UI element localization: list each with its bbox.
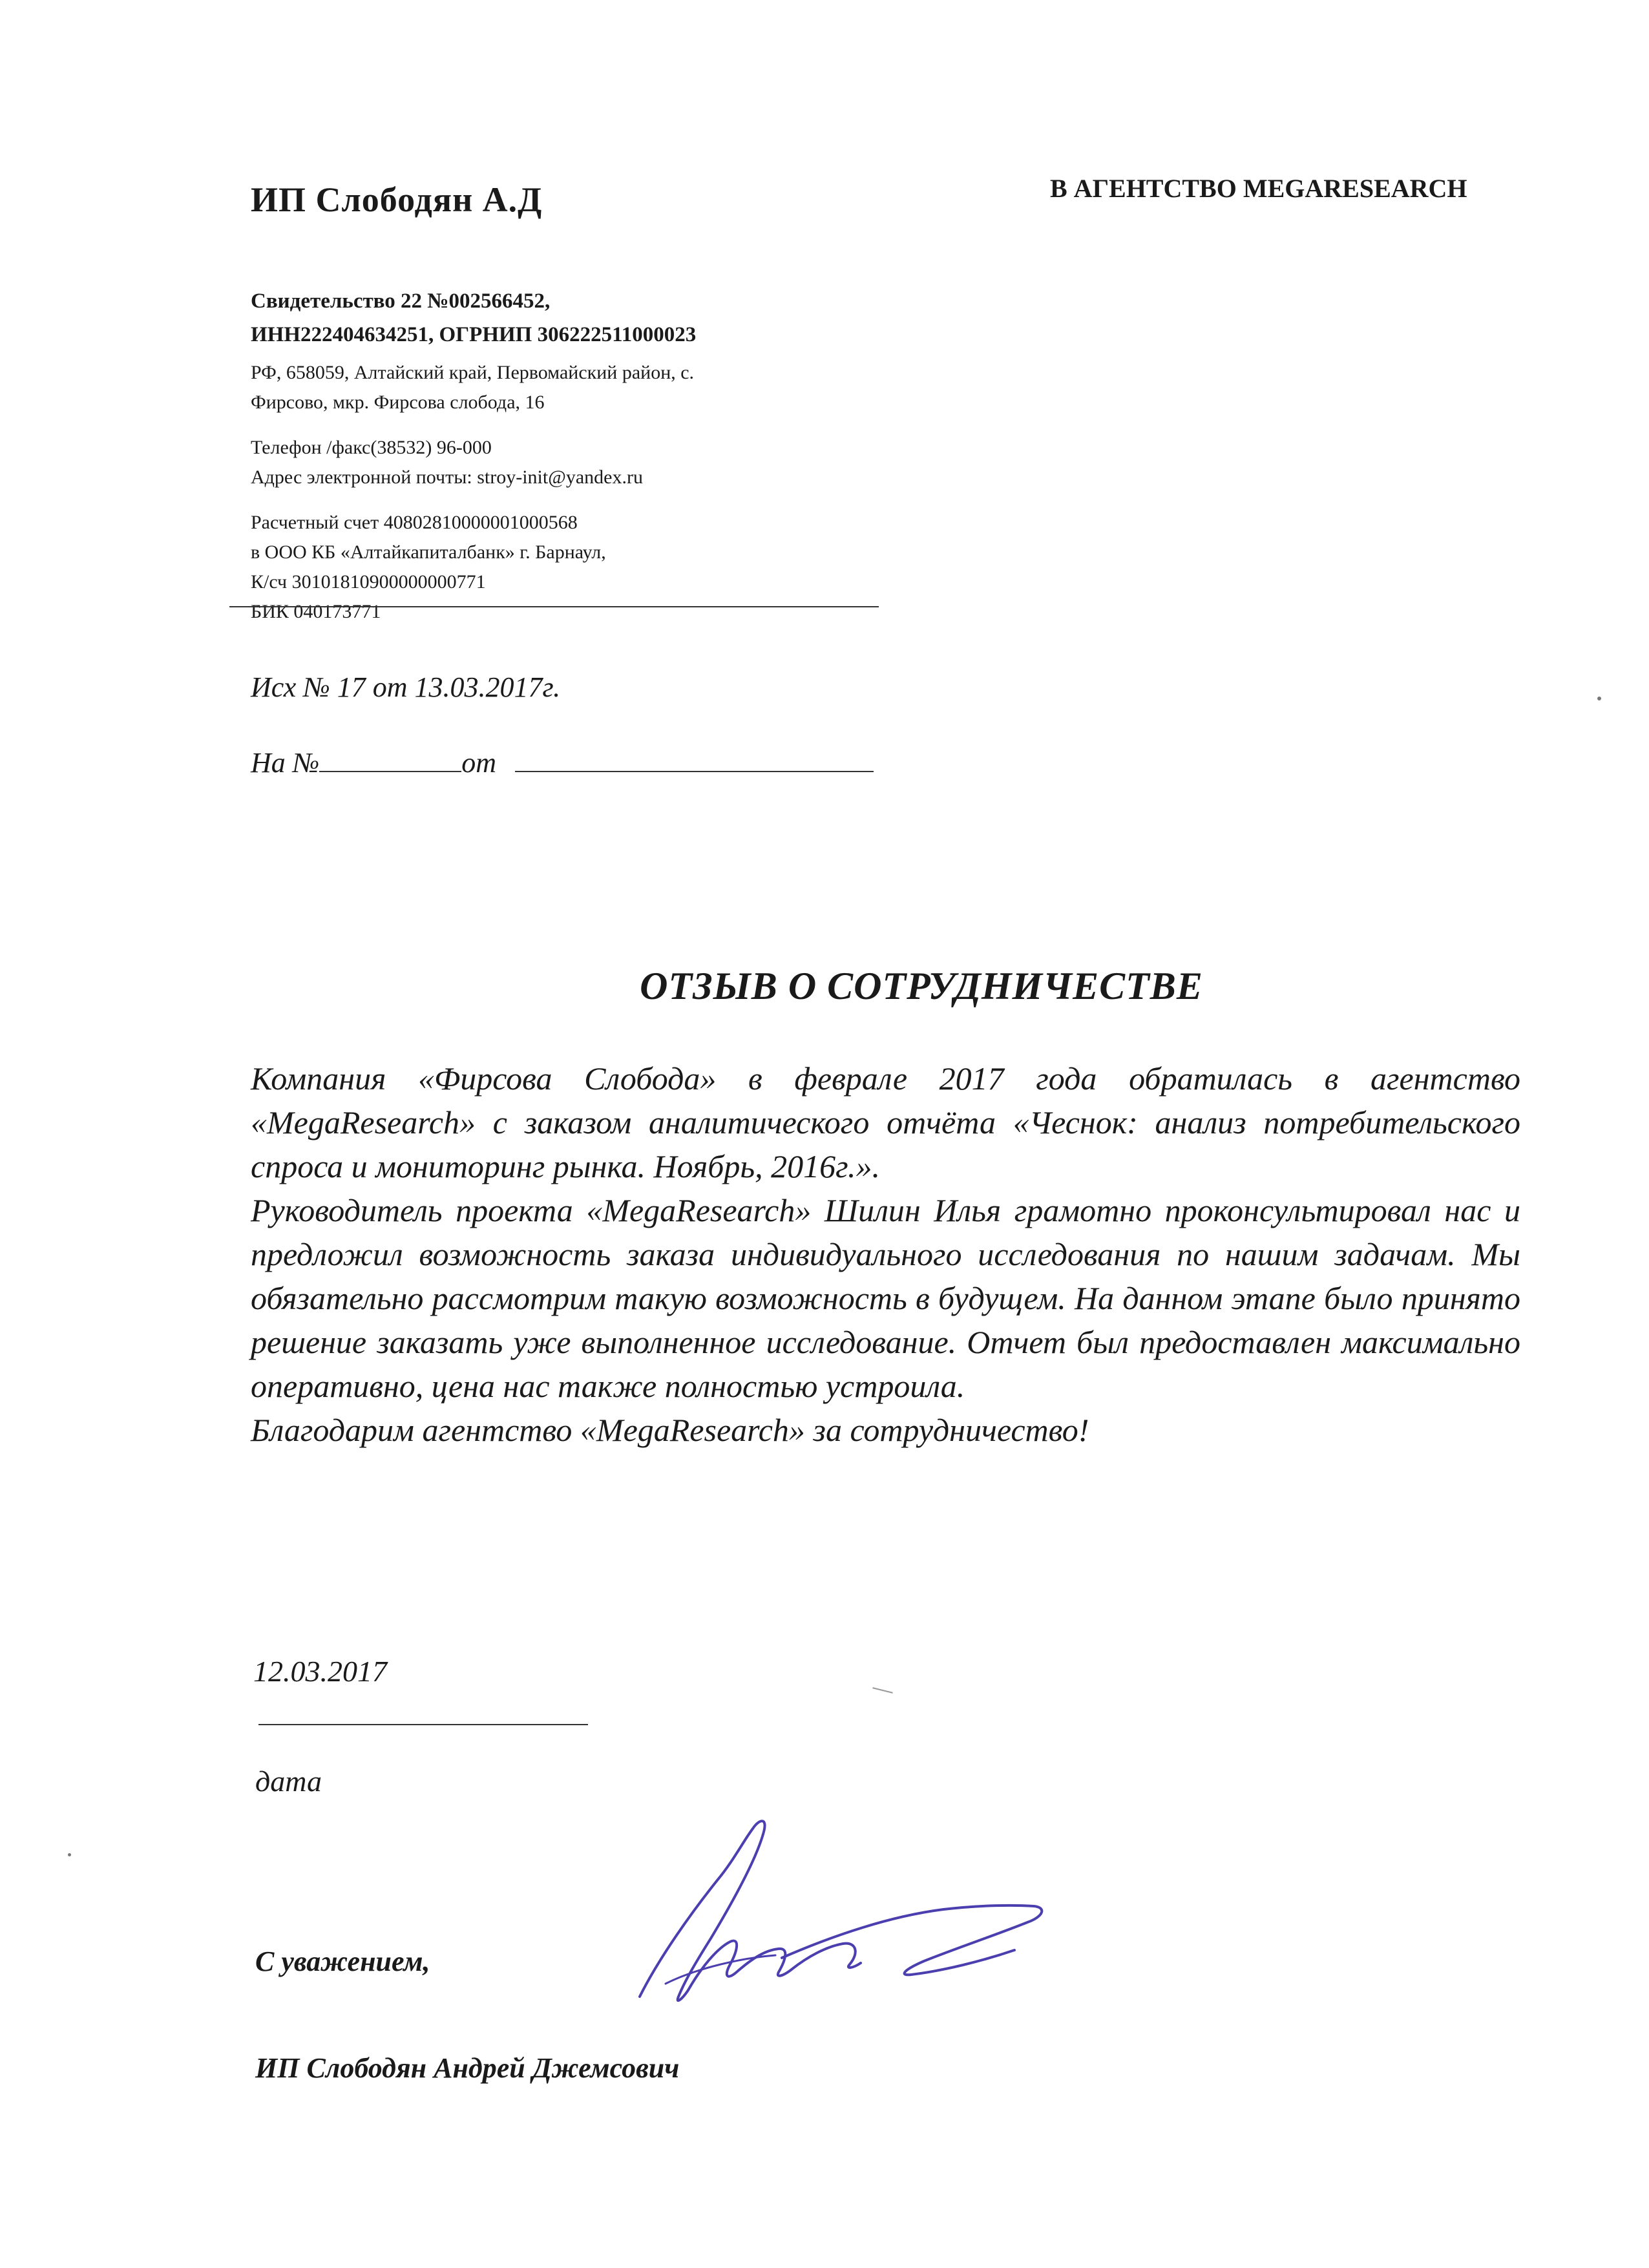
address-line-2: Фирсово, мкр. Фирсова слобода, 16	[251, 392, 545, 413]
requisites-block	[251, 284, 884, 627]
bik: БИК 040173771	[251, 601, 381, 622]
scan-mark	[872, 1687, 893, 1694]
handwritten-signature	[620, 1803, 1086, 2016]
certificate: Свидетельство 22 №002566452,	[251, 289, 551, 313]
email: Адрес электронной почты: stroy-init@yandex.ru	[251, 467, 643, 488]
address-line-1: РФ, 658059, Алтайский край, Первомайский район, с.	[251, 362, 695, 383]
incoming-ref	[251, 746, 874, 779]
signer-name: ИП Слободян Андрей Джемсович	[255, 2052, 680, 2084]
date-label: дата	[255, 1765, 322, 1798]
incoming-ref-prefix: На №	[251, 747, 320, 779]
scan-speck	[68, 1853, 71, 1856]
sender-name: ИП Слободян А.Д	[251, 180, 543, 219]
bank-details	[251, 508, 884, 627]
requisites-divider	[229, 606, 879, 607]
tax-ids: ИНН222404634251, ОГРНИП 306222511000023	[251, 323, 697, 346]
document-title: ОТЗЫВ О СОТРУДНИЧЕСТВЕ	[640, 965, 1203, 1007]
document-title-row	[0, 964, 1649, 1009]
recipient: В АГЕНТСТВО MEGARESEARCH	[1050, 174, 1467, 203]
paragraph-3: Благодарим агентство «MegaResearch» за сотрудничество!	[251, 1412, 1089, 1448]
scan-speck	[1597, 697, 1601, 700]
outgoing-ref: Исх № 17 от 13.03.2017г.	[251, 671, 561, 703]
incoming-ref-mid: от	[461, 747, 497, 779]
contacts	[251, 433, 884, 492]
closing-regards: С уважением,	[255, 1946, 430, 1977]
bank: в ООО КБ «Алтайкапиталбанк» г. Барнаул,	[251, 541, 606, 563]
date-value: 12.03.2017	[253, 1655, 387, 1688]
incoming-date-blank	[515, 751, 874, 772]
corr-account: К/сч 30101810900000000771	[251, 571, 486, 593]
address	[251, 358, 884, 417]
phone: Телефон /факс(38532) 96-000	[251, 437, 492, 458]
paragraph-2: Руководитель проекта «MegaResearch» Шилин Илья грамотно проконсультировал нас и предложил возможность заказа индивидуального исследования по нашим задачам. Мы обязательно рассмотрим такую возможность в будущем. На данном этапе было принято решение заказать уже выполненное исследование. Отчет был предоставлен максимально оперативно, цена нас также полностью устроила.	[251, 1192, 1520, 1404]
document-body	[251, 1056, 1520, 1452]
date-underline	[258, 1724, 588, 1725]
paragraph-1: Компания «Фирсова Слобода» в феврале 2017 года обратилась в агентство «MegaResearch» с заказом аналитического отчёта «Чеснок: анализ потребительского спроса и мониторинг рынка. Ноябрь, 2016г.».	[251, 1060, 1520, 1184]
incoming-number-blank	[319, 751, 461, 772]
account: Расчетный счет 40802810000001000568	[251, 512, 578, 533]
